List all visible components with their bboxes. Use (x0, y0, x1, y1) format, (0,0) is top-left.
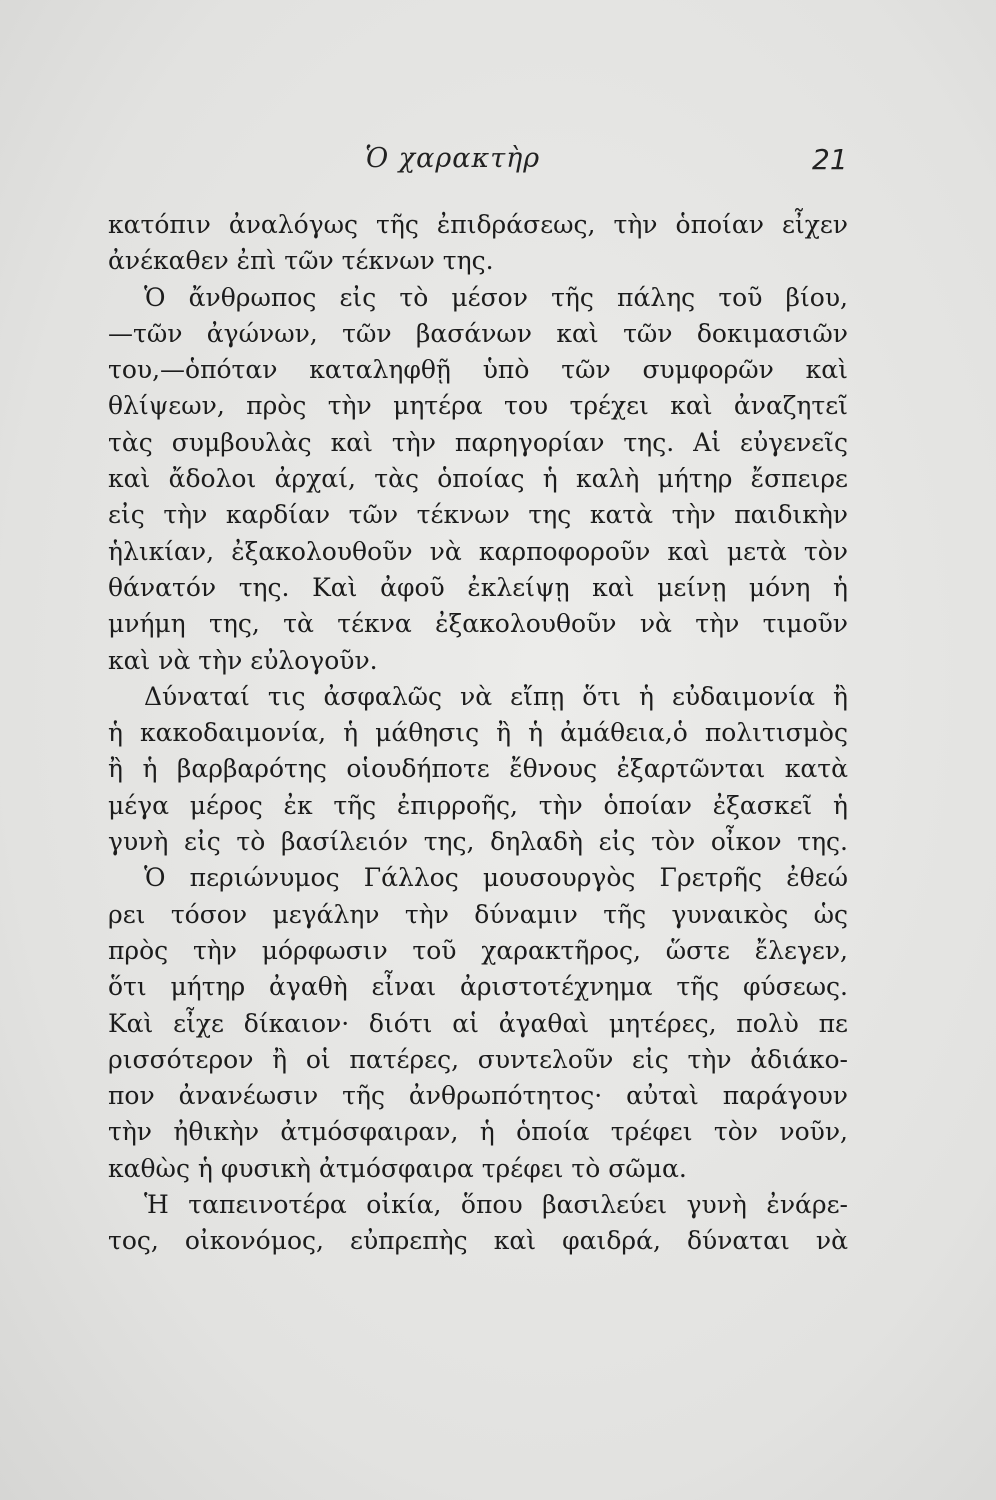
text-line: ρει τόσον μεγάλην τὴν δύναμιν τῆς γυναικὸς ὡς (108, 899, 848, 929)
text-line: θλίψεων, πρὸς τὴν μητέρα του τρέχει καὶ ἀναζητεῖ (108, 391, 848, 421)
text-line: τὴν ἠθικὴν ἀτμόσφαιραν, ἡ ὁποία τρέφει τὸν νοῦν, (108, 1117, 848, 1147)
text-line: Καὶ εἶχε δίκαιον· διότι αἱ ἀγαθαὶ μητέρες, πολὺ πε (108, 1008, 848, 1038)
text-line: καὶ ἄδολοι ἀρχαί, τὰς ὁποίας ἡ καλὴ μήτηρ ἔσπειρε (108, 464, 848, 494)
text-line: ρισσότερον ἢ οἱ πατέρες, συντελοῦν εἰς τὴν ἀδιάκο- (108, 1044, 848, 1074)
text-line: κατόπιν ἀναλόγως τῆς ἐπιδράσεως, τὴν ὁποίαν εἶχεν (108, 210, 848, 239)
text-line: καὶ νὰ τὴν εὐλογοῦν. (108, 645, 378, 675)
text-line: γυνὴ εἰς τὸ βασίλειόν της, δηλαδὴ εἰς τὸν οἶκον της. (108, 827, 848, 857)
text-line: ἀνέκαθεν ἐπὶ τῶν τέκνων της. (108, 246, 494, 276)
text-line: μνήμη της, τὰ τέκνα ἐξακολουθοῦν νὰ τὴν τιμοῦν (108, 609, 848, 639)
text-line: Ὁ ἄνθρωπος εἰς τὸ μέσον τῆς πάλης τοῦ βίου, (144, 282, 848, 312)
running-head-title: Ὁ χαρακτὴρ (365, 143, 541, 174)
text-line: Ἡ ταπεινοτέρα οἰκία, ὅπου βασιλεύει γυνὴ ἐνάρε- (144, 1190, 848, 1220)
text-line: ὅτι μήτηρ ἀγαθὴ εἶναι ἀριστοτέχνημα τῆς φύσεως. (108, 972, 848, 1002)
text-line: ἡλικίαν, ἐξακολουθοῦν νὰ καρποφοροῦν καὶ μετὰ τὸν (108, 536, 848, 566)
text-line: τὰς συμβουλὰς καὶ τὴν παρηγορίαν της. Αἱ εὐγενεῖς (108, 427, 848, 457)
text-line: Ὁ περιώνυμος Γάλλος μουσουργὸς Γρετρῆς ἐθεώ (144, 863, 848, 893)
page-number: 21 (812, 143, 848, 176)
text-line: Δύναταί τις ἀσφαλῶς νὰ εἴπῃ ὅτι ἡ εὐδαιμονία ἢ (144, 681, 848, 711)
text-line: ἡ κακοδαιμονία, ἡ μάθησις ἢ ἡ ἀμάθεια,ὁ πολιτισμὸς (108, 718, 848, 748)
text-line: ἢ ἡ βαρβαρότης οἱουδήποτε ἔθνους ἐξαρτῶνται κατὰ (108, 754, 848, 784)
text-line: μέγα μέρος ἐκ τῆς ἐπιρροῆς, τὴν ὁποίαν ἐξασκεῖ ἡ (108, 790, 848, 820)
text-line: θάνατόν της. Καὶ ἀφοῦ ἐκλείψῃ καὶ μείνῃ μόνη ἡ (108, 572, 848, 602)
text-line: πρὸς τὴν μόρφωσιν τοῦ χαρακτῆρος, ὥστε ἔλεγεν, (108, 935, 848, 965)
text-line: καθὼς ἡ φυσικὴ ἀτμόσφαιρα τρέφει τὸ σῶμα. (108, 1153, 687, 1183)
text-line: πον ἀνανέωσιν τῆς ἀνθρωπότητος· αὐταὶ παράγουν (108, 1081, 848, 1111)
body-text (108, 207, 848, 1260)
text-line: εἰς τὴν καρδίαν τῶν τέκνων της κατὰ τὴν παιδικὴν (108, 500, 848, 530)
text-line: του,—ὁπόταν καταληφθῇ ὑπὸ τῶν συμφορῶν καὶ (108, 355, 848, 385)
text-line: τος, οἰκονόμος, εὐπρεπὴς καὶ φαιδρά, δύναται νὰ (108, 1226, 848, 1256)
text-line: —τῶν ἀγώνων, τῶν βασάνων καὶ τῶν δοκιμασιῶν (108, 318, 848, 348)
